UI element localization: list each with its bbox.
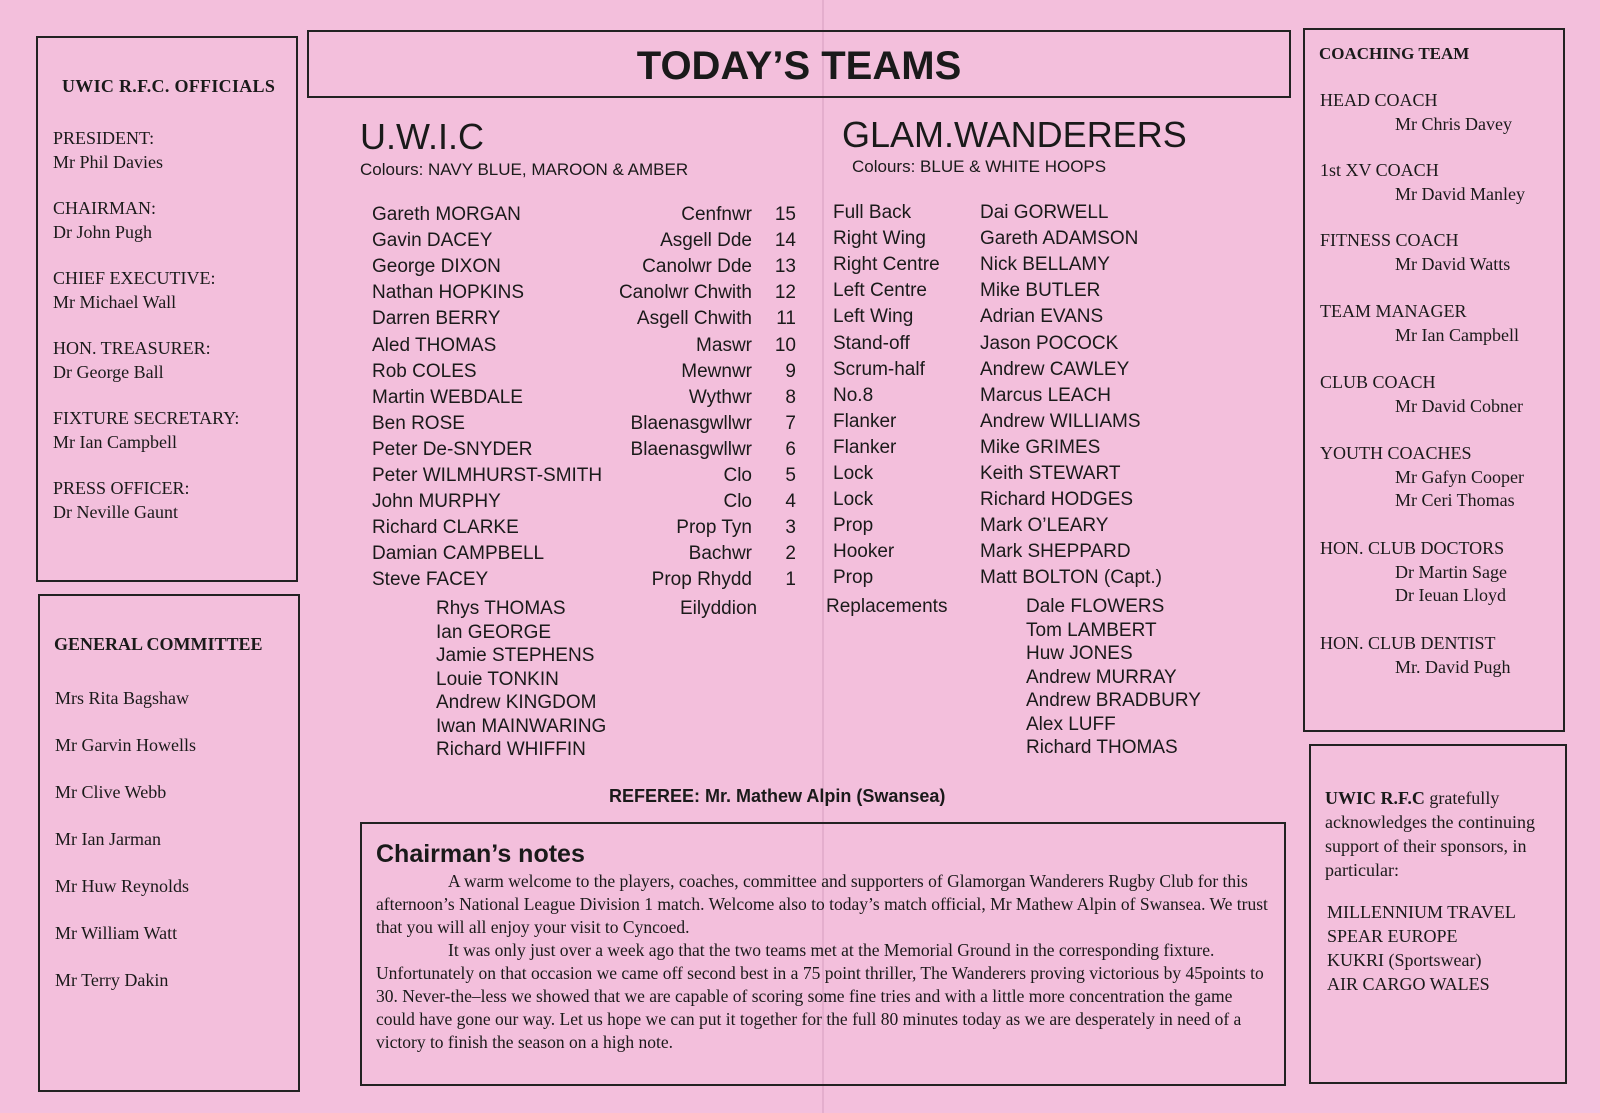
glam-replacement: Alex LUFF [1026, 713, 1116, 735]
player-position: Flanker [833, 436, 897, 458]
uwic-player-row [372, 439, 812, 465]
glam-replacement: Andrew MURRAY [1026, 666, 1177, 688]
player-position: Lock [833, 463, 874, 484]
player-name: Darren BERRY [372, 308, 501, 330]
sponsors-club-name: UWIC R.F.C [1325, 788, 1425, 808]
player-name: Gareth ADAMSON [980, 228, 1139, 250]
glam-replacement: Dale FLOWERS [1026, 596, 1165, 617]
player-name: George DIXON [372, 256, 501, 278]
player-position: Left Centre [833, 280, 927, 302]
uwic-player-row [372, 204, 812, 230]
coaching-role: TEAM MANAGER [1320, 301, 1467, 321]
official-name: Mr Phil Davies [53, 152, 163, 172]
official-entry [53, 196, 156, 244]
player-name: Nick BELLAMY [980, 254, 1110, 276]
official-name: Dr John Pugh [53, 222, 153, 242]
sponsor-item: AIR CARGO WALES [1327, 974, 1490, 994]
player-position: Hooker [833, 541, 895, 563]
official-role: PRESIDENT: [53, 128, 155, 148]
chairmans-notes-heading: Chairman’s notes [376, 840, 585, 868]
glam-player-row [833, 202, 1233, 228]
coaching-role: FITNESS COACH [1320, 230, 1459, 250]
official-name: Dr George Ball [53, 362, 164, 382]
uwic-replacement: Ian GEORGE [436, 621, 552, 643]
glam-replacement: Andrew BRADBURY [1026, 690, 1201, 711]
player-position: Blaenasgwllwr [630, 412, 752, 434]
coaching-title: COACHING TEAM [1319, 44, 1470, 63]
player-position: Prop Rhydd [651, 569, 752, 591]
player-position: Flanker [833, 410, 897, 432]
coaching-role: 1st XV COACH [1320, 160, 1439, 180]
player-name: Ben ROSE [372, 412, 465, 434]
uwic-player-row [372, 282, 812, 308]
official-role: PRESS OFFICER: [53, 478, 190, 498]
sponsors-intro-text: gratefully acknowledges the continuing support of their sponsors, in particular: [1325, 788, 1535, 880]
uwic-replacement: Iwan MAINWARING [436, 715, 607, 737]
glam-player-row [833, 280, 1233, 306]
coaching-role: HEAD COACH [1320, 90, 1438, 110]
coaching-name: Mr David Watts [1395, 254, 1511, 274]
coaching-name: Mr Ceri Thomas [1395, 490, 1515, 510]
player-position: Asgell Chwith [636, 308, 752, 330]
glam-player-row [833, 567, 1233, 593]
uwic-replacement: Rhys THOMAS [436, 598, 566, 619]
player-name: Nathan HOPKINS [372, 282, 525, 304]
glam-colours: Colours: BLUE & WHITE HOOPS [852, 157, 1107, 176]
sponsors-intro [1325, 786, 1555, 882]
committee-member: Mr Ian Jarman [55, 829, 161, 849]
player-number: 15 [774, 204, 796, 225]
uwic-player-row [372, 335, 812, 361]
uwic-replacement: Andrew KINGDOM [436, 692, 597, 713]
glam-player-row [833, 359, 1233, 385]
official-role: CHAIRMAN: [53, 198, 157, 218]
uwic-player-row [372, 230, 812, 256]
official-name: Dr Neville Gaunt [53, 502, 178, 522]
uwic-replacement: Richard WHIFFIN [436, 739, 586, 760]
player-name: Mark SHEPPARD [980, 541, 1131, 563]
chairmans-notes-paragraph: It was only just over a week ago that the two teams met at the Memorial Ground in the corresponding fixture. Unfortunately on that occasion we came off second best in a 75 point thriller, The Wanderers proving victorious by 45points to 30. Never-the–less we showed that we are capable of scoring some fine tries and with a little more concentration the game could have gone our way. Let us hope we can put it together for the full 80 minutes today as we are desperately in need of a victory to finish the season on a high note. [376, 940, 1264, 1052]
player-number: 11 [776, 308, 796, 330]
player-position: Blaenasgwllwr [630, 438, 752, 460]
glam-player-row [833, 515, 1233, 541]
official-name: Mr Michael Wall [53, 292, 177, 312]
official-role: HON. TREASURER: [53, 338, 211, 358]
player-position: Right Wing [833, 228, 926, 250]
committee-title: GENERAL COMMITTEE [54, 634, 263, 654]
coaching-role: CLUB COACH [1320, 372, 1436, 392]
player-position: Left Wing [833, 306, 914, 328]
committee-member: Mr Garvin Howells [55, 735, 196, 755]
player-number: 14 [774, 230, 796, 252]
uwic-player-row [372, 413, 812, 439]
player-name: Gavin DACEY [372, 230, 493, 252]
player-name: Peter De-SNYDER [372, 438, 533, 460]
coaching-name: Mr David Manley [1395, 184, 1525, 204]
page-title: TODAY’S TEAMS [636, 44, 962, 88]
committee-member: Mr Terry Dakin [55, 970, 169, 990]
coaching-name: Mr Gafyn Cooper [1395, 467, 1524, 487]
player-name: Andrew WILLIAMS [980, 410, 1141, 432]
coaching-role: HON. CLUB DOCTORS [1320, 538, 1505, 558]
glam-replacements-label: Replacements [826, 596, 948, 617]
glam-team-name: GLAM.WANDERERS [842, 114, 1187, 155]
player-number: 13 [774, 256, 796, 278]
glam-player-row [833, 437, 1233, 463]
player-number: 1 [785, 569, 796, 591]
coaching-role: YOUTH COACHES [1320, 443, 1472, 463]
glam-player-row [833, 254, 1233, 280]
player-name: Marcus LEACH [980, 384, 1111, 406]
player-position: Mewnwr [681, 360, 752, 382]
player-position: Prop [833, 567, 874, 589]
player-name: Gareth MORGAN [372, 204, 521, 225]
uwic-player-row [372, 517, 812, 543]
uwic-player-row [372, 387, 812, 413]
glam-player-row [833, 385, 1233, 411]
official-entry [53, 476, 190, 524]
official-entry [53, 406, 239, 454]
player-position: Full Back [833, 202, 912, 223]
player-position: Right Centre [833, 254, 940, 276]
player-name: Jason POCOCK [980, 332, 1119, 354]
coaching-name: Mr Ian Campbell [1395, 325, 1519, 345]
uwic-replacement: Jamie STEPHENS [436, 645, 595, 666]
player-name: Keith STEWART [980, 463, 1121, 484]
uwic-team-name: U.W.I.C [360, 116, 484, 157]
player-position: Lock [833, 489, 874, 511]
uwic-player-row [372, 256, 812, 282]
player-position: Canolwr Dde [642, 256, 752, 278]
committee-member: Mrs Rita Bagshaw [55, 688, 189, 708]
glam-player-row [833, 463, 1233, 489]
uwic-player-row [372, 543, 812, 569]
committee-box [38, 594, 300, 1092]
official-role: FIXTURE SECRETARY: [53, 408, 240, 428]
uwic-player-row [372, 569, 812, 595]
glam-replacement: Tom LAMBERT [1026, 619, 1157, 641]
player-position: Maswr [696, 334, 752, 356]
coaching-name: Dr Ieuan Lloyd [1395, 585, 1506, 605]
player-position: Wythwr [688, 386, 752, 408]
player-name: Rob COLES [372, 360, 477, 382]
sponsor-item: MILLENNIUM TRAVEL [1327, 902, 1516, 922]
player-name: Matt BOLTON (Capt.) [980, 567, 1162, 589]
officials-title: UWIC R.F.C. OFFICIALS [62, 76, 276, 96]
officials-box [36, 36, 298, 582]
uwic-player-row [372, 491, 812, 517]
player-number: 6 [785, 438, 796, 460]
player-name: Mark O’LEARY [980, 515, 1109, 537]
official-role: CHIEF EXECUTIVE: [53, 268, 216, 288]
official-entry [53, 126, 163, 174]
uwic-replacement: Louie TONKIN [436, 668, 559, 690]
player-number: 10 [774, 334, 796, 356]
player-number: 7 [785, 412, 796, 434]
glam-replacement: Huw JONES [1026, 643, 1133, 664]
sponsor-item: SPEAR EUROPE [1327, 926, 1458, 946]
uwic-replacements-label: Eilyddion [680, 598, 758, 619]
uwic-player-row [372, 308, 812, 334]
player-position: Scrum-half [833, 358, 925, 380]
committee-member: Mr William Watt [55, 923, 178, 943]
uwic-colours: Colours: NAVY BLUE, MAROON & AMBER [360, 160, 689, 179]
player-position: Clo [723, 465, 752, 486]
player-position: Canolwr Chwith [618, 282, 752, 304]
player-number: 2 [785, 543, 796, 565]
player-name: Mike GRIMES [980, 436, 1101, 458]
player-name: Adrian EVANS [980, 306, 1104, 328]
glam-player-row [833, 306, 1233, 332]
chairmans-notes-box [360, 822, 1286, 1086]
sponsor-item: KUKRI (Sportswear) [1327, 950, 1482, 970]
player-number: 5 [785, 465, 796, 486]
player-position: Clo [723, 491, 752, 513]
coaching-team-box [1303, 28, 1565, 732]
player-position: Prop [833, 515, 874, 537]
player-position: No.8 [833, 384, 874, 406]
sponsors-box [1309, 744, 1567, 1084]
official-name: Mr Ian Campbell [53, 432, 177, 452]
referee-line: REFEREE: Mr. Mathew Alpin (Swansea) [609, 786, 946, 806]
player-name: Steve FACEY [372, 569, 489, 591]
coaching-role: HON. CLUB DENTIST [1320, 633, 1496, 653]
official-entry [53, 336, 211, 384]
player-number: 8 [785, 386, 796, 408]
player-number: 12 [774, 282, 796, 304]
player-number: 3 [785, 517, 796, 539]
committee-member: Mr Clive Webb [55, 782, 167, 802]
player-name: Peter WILMHURST-SMITH [372, 465, 603, 486]
glam-player-row [833, 411, 1233, 437]
coaching-name: Mr. David Pugh [1395, 657, 1511, 677]
coaching-name: Dr Martin Sage [1395, 562, 1507, 582]
uwic-player-row [372, 361, 812, 387]
player-name: Damian CAMPBELL [372, 543, 545, 565]
player-position: Asgell Dde [660, 230, 752, 252]
player-position: Prop Tyn [676, 517, 752, 539]
uwic-player-row [372, 465, 812, 491]
player-position: Stand-off [833, 332, 910, 354]
player-name: Andrew CAWLEY [980, 358, 1130, 380]
committee-member: Mr Huw Reynolds [55, 876, 189, 896]
glam-player-row [833, 228, 1233, 254]
player-name: Martin WEBDALE [372, 386, 523, 408]
glam-player-row [833, 333, 1233, 359]
chairmans-notes-paragraph: A warm welcome to the players, coaches, committee and supporters of Glamorgan Wanderers Rugby Club for this afternoon’s National League Division 1 match. Welcome also to today’s match official, Mr Mathew Alpin of Swansea. We trust that you will all enjoy your visit to Cyncoed. [376, 871, 1268, 937]
title-box [307, 30, 1291, 98]
glam-player-row [833, 541, 1233, 567]
official-entry [53, 266, 215, 314]
player-name: Dai GORWELL [980, 202, 1109, 223]
glam-replacement: Richard THOMAS [1026, 737, 1178, 758]
player-name: John MURPHY [372, 491, 501, 513]
player-name: Richard HODGES [980, 489, 1134, 511]
player-name: Aled THOMAS [372, 334, 497, 356]
player-position: Bachwr [688, 543, 752, 565]
player-number: 9 [785, 360, 796, 382]
coaching-name: Mr David Cobner [1395, 396, 1523, 416]
player-number: 4 [785, 491, 796, 513]
player-name: Richard CLARKE [372, 517, 519, 539]
player-name: Mike BUTLER [980, 280, 1101, 302]
coaching-name: Mr Chris Davey [1395, 114, 1512, 134]
glam-player-row [833, 489, 1233, 515]
player-position: Cenfnwr [681, 204, 752, 225]
